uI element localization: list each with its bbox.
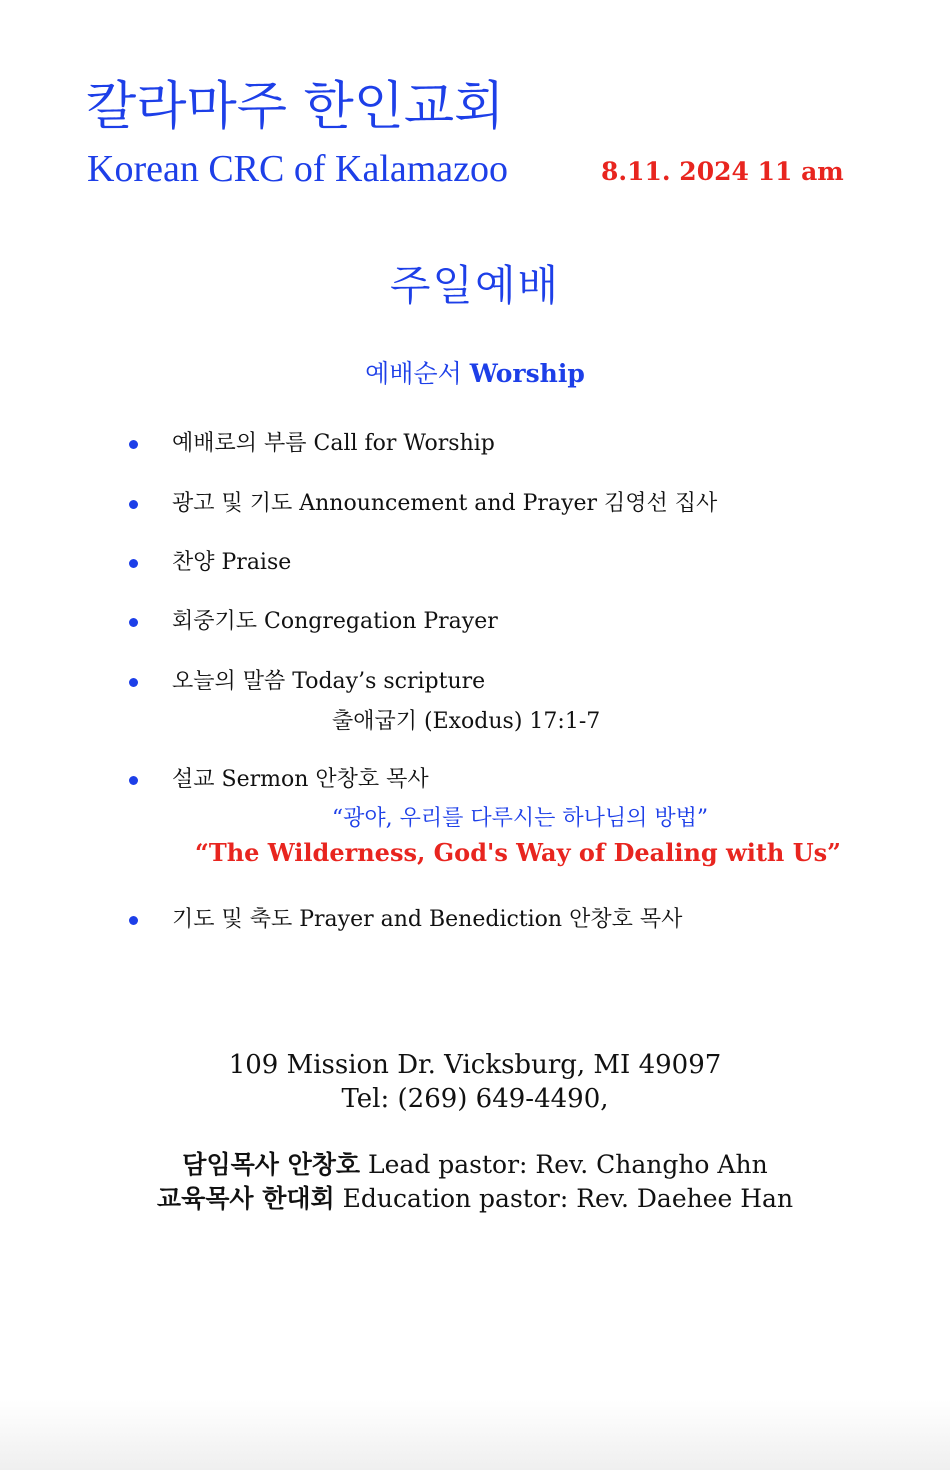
order-heading-english: Worship xyxy=(469,359,585,388)
order-heading xyxy=(0,352,950,396)
list-item-text: 설교 Sermon 안창호 목사 xyxy=(172,767,429,792)
bullet-icon xyxy=(129,916,138,925)
sermon-title-english: “The Wilderness, God's Way of Dealing with Us” xyxy=(195,838,841,867)
page-bottom-shade xyxy=(0,1400,950,1470)
lead-pastor xyxy=(0,1148,950,1182)
list-item-text: 회중기도 Congregation Prayer xyxy=(172,609,498,634)
pastor-info xyxy=(0,1148,950,1216)
education-pastor-korean: 교육목사 한대회 xyxy=(156,1184,335,1213)
service-title: 주일예배 xyxy=(389,261,561,310)
list-item-text: 오늘의 말씀 Today’s scripture xyxy=(172,669,486,694)
church-name-english: Korean CRC of Kalamazoo xyxy=(87,148,509,190)
bullet-icon xyxy=(129,559,138,568)
bullet-icon xyxy=(129,500,138,509)
church-phone: Tel: (269) 649-4490, xyxy=(341,1084,609,1114)
education-pastor xyxy=(0,1182,950,1216)
list-item-text: 기도 및 축도 Prayer and Benediction 안창호 목사 xyxy=(172,907,683,932)
church-address: 109 Mission Dr. Vicksburg, MI 49097 xyxy=(228,1050,722,1080)
list-item-text: 찬양 Praise xyxy=(172,550,292,575)
contact-info xyxy=(0,1048,950,1116)
list-item-text: 광고 및 기도 Announcement and Prayer 김영선 집사 xyxy=(172,491,718,516)
bullet-icon xyxy=(129,678,138,687)
bullet-icon xyxy=(129,776,138,785)
scripture-reference: 출애굽기 (Exodus) 17:1-7 xyxy=(332,709,601,734)
lead-pastor-english: Lead pastor: Rev. Changho Ahn xyxy=(368,1150,768,1179)
service-date: 8.11. 2024 11 am xyxy=(601,157,844,186)
church-name-korean: 칼라마주 한인교회 xyxy=(86,77,505,137)
bullet-icon xyxy=(129,440,138,449)
list-item-text: 예배로의 부름 Call for Worship xyxy=(172,431,495,456)
order-heading-korean: 예배순서 xyxy=(365,359,462,388)
sermon-title-korean: “광야, 우리를 다루시는 하나님의 방법” xyxy=(331,806,709,831)
lead-pastor-korean: 담임목사 안창호 xyxy=(182,1150,361,1179)
education-pastor-english: Education pastor: Rev. Daehee Han xyxy=(342,1184,794,1213)
bullet-icon xyxy=(129,618,138,627)
